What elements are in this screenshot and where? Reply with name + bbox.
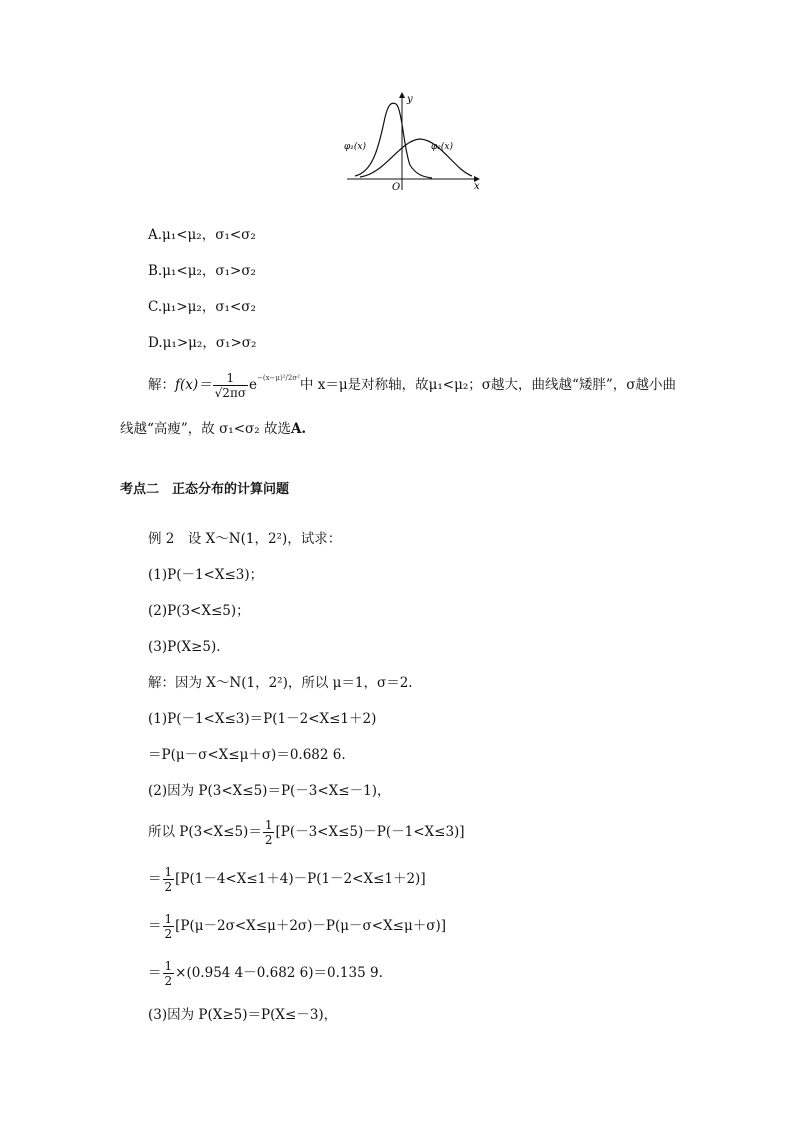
- question-2: (2)P(3<X≤5)；: [148, 603, 250, 619]
- solution-step-5: [148, 861, 426, 897]
- step4-pre: 所以 P(3<X≤5)＝: [148, 824, 262, 840]
- option-c: C.μ₁>μ₂，σ₁<σ₂: [148, 299, 256, 315]
- density-denominator: √2πσ: [214, 386, 247, 400]
- half-fraction: [163, 912, 175, 941]
- y-axis-label: y: [407, 94, 413, 105]
- question-1: (1)P(－1<X≤3)；: [148, 567, 264, 583]
- half-fraction: [263, 818, 275, 847]
- section-title: 考点二 正态分布的计算问题: [120, 482, 290, 497]
- function-f: f(x)＝: [175, 377, 212, 393]
- step7-post: ×(0.954 4－0.682 6)＝0.135 9.: [175, 965, 383, 981]
- question-3: (3)P(X≥5)．: [148, 639, 230, 655]
- solution-suffix: 中 x＝μ是对称轴，故μ₁<μ₂；σ越大，曲线越“矮胖”，σ越小曲: [299, 377, 677, 393]
- half-denominator: 2: [264, 833, 273, 847]
- solution-line-1: [148, 366, 676, 406]
- solution-prefix: 解：: [148, 377, 175, 393]
- density-fraction: [213, 371, 248, 400]
- step6-post: [P(μ－2σ<X≤μ＋2σ)－P(μ－σ<X≤μ＋σ)]: [175, 918, 447, 934]
- solution-line-2: [120, 420, 306, 438]
- curve-phi1: [355, 103, 432, 178]
- exp-base: e: [249, 377, 258, 393]
- solution-step-7: [148, 955, 383, 991]
- solution-step-4: [148, 814, 465, 850]
- curve1-label: φ₁(x): [344, 142, 367, 152]
- curve2-label: φ₂(x): [431, 142, 454, 152]
- solution-step-6: [148, 908, 446, 944]
- half-fraction: [163, 865, 175, 894]
- solution-step-3: (2)因为 P(3<X≤5)＝P(－3<X≤－1)，: [148, 783, 391, 799]
- half-numerator: 1: [164, 959, 173, 973]
- half-numerator: 1: [164, 912, 173, 926]
- solution-line2-text: 线越“高瘦”，故 σ₁<σ₂ 故选: [120, 421, 291, 437]
- option-a: A.μ₁<μ₂，σ₁<σ₂: [148, 227, 256, 243]
- answer: A.: [290, 421, 307, 437]
- step4-post: [P(－3<X≤5)－P(－1<X≤3)]: [275, 824, 465, 840]
- step6-pre: ＝: [148, 918, 162, 934]
- density-numerator: 1: [213, 371, 248, 386]
- step5-pre: ＝: [148, 871, 162, 887]
- half-numerator: 1: [264, 818, 273, 832]
- solution-step-8: (3)因为 P(X≥5)＝P(X≤－3)，: [148, 1007, 338, 1023]
- option-b: B.μ₁<μ₂，σ₁>σ₂: [148, 263, 256, 279]
- y-axis-arrow: [399, 92, 405, 98]
- half-denominator: 2: [164, 927, 173, 941]
- step5-post: [P(1－4<X≤1＋4)－P(1－2<X≤1＋2)]: [175, 871, 426, 887]
- solution-step-1: (1)P(－1<X≤3)＝P(1－2<X≤1＋2): [148, 711, 377, 727]
- curve-phi2: [360, 139, 472, 177]
- step7-pre: ＝: [148, 965, 162, 981]
- solution-step-2: ＝P(μ－σ<X≤μ＋σ)＝0.682 6.: [148, 747, 346, 763]
- half-numerator: 1: [164, 865, 173, 879]
- origin-label: O: [392, 182, 401, 193]
- x-axis-label: x: [474, 181, 480, 192]
- example-intro: 例 2 设 X～N(1，2²)，试求：: [148, 531, 342, 547]
- option-d: D.μ₁>μ₂，σ₁>σ₂: [148, 335, 257, 351]
- half-fraction: [163, 959, 175, 988]
- half-denominator: 2: [164, 880, 173, 894]
- exponent: −(x−μ)²/2σ²: [257, 374, 300, 382]
- solution-intro: 解：因为 X～N(1，2²)，所以 μ＝1，σ＝2.: [148, 675, 413, 691]
- half-denominator: 2: [164, 974, 173, 988]
- normal-curves-figure: [0, 0, 794, 200]
